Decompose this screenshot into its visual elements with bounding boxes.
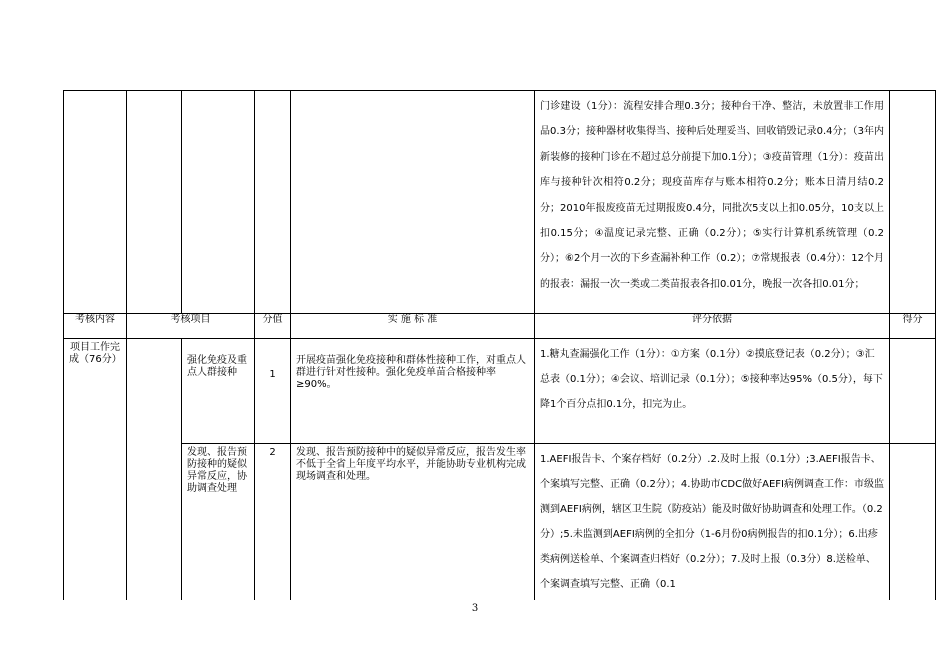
table-cell-empty (291, 91, 535, 314)
row-got (890, 339, 936, 444)
header-basis: 评分依据 (535, 314, 890, 339)
table-cell-empty (64, 91, 127, 314)
row-standard: 发现、报告预防接种中的疑似异常反应，报告发生率不低于全省上年度平均水平，并能协助专业机构完成现场调查和处理。 (291, 444, 535, 601)
page-number: 3 (471, 603, 479, 614)
table-cell-empty (890, 91, 936, 314)
table-cell-empty (127, 91, 182, 314)
row-standard: 开展疫苗强化免疫接种和群体性接种工作，对重点人群进行针对性接种。强化免疫单苗合格接种率≥90%。 (291, 339, 535, 444)
row-basis: 1.糖丸查漏强化工作（1分）：①方案（0.1分）②摸底登记表（0.2分）；③汇总表（0.1分）；④会议、培训记录（0.1分）；⑤接种率达95%（0.5分），每下降1个百分点扣0.1分，扣完为止。 (535, 339, 890, 444)
row-score: 1 (255, 339, 291, 444)
table-cell-empty (182, 91, 255, 314)
row-item: 强化免疫及重点人群接种 (182, 339, 255, 444)
header-content: 考核内容 (64, 314, 127, 339)
header-item: 考核项目 (127, 314, 255, 339)
scoring-basis-continued: 门诊建设（1分）：流程安排合理0.3分；接种台干净、整洁，未放置非工作用品0.3分；接种器材收集得当、接种后处理妥当、回收销毁记录0.4分；（3年内新装修的接种门诊在不超过总分前提下加0.1分）；③疫苗管理（1分）：疫苗出库与接种针次相符0.2分；现疫苗库存与账本相符0.2分；账本日清月结0.2分；2010年报废疫苗无过期报废0.4分，同批次5支以上扣0.05分，10支以上扣0.15分；④温度记录完整、正确（0.2分）；⑤实行计算机系统管理（0.2分）；⑥2个月一次的下乡查漏补种工作（0.2）；⑦常规报表（0.4分）：12个月的报表：漏报一次一类或二类苗报表各扣0.01分，晚报一次各扣0.01分； (535, 91, 890, 314)
row-basis: 1.AEFI报告卡、个案存档好（0.2分）.2.及时上报（0.1分）;3.AEFI报告卡、个案填写完整、正确（0.2分）；4.协助市CDC做好AEFI病例调查工作：市级监测到AEFI病例，辖区卫生院（防疫站）能及时做好协助调查和处理工作。（0.2分）;5.未监测到AEFI病例的全扣分（1-6月份0病例报告的扣0.1分）；6.出疹类病例送检单、个案调查归档好（0.2分）；7.及时上报（0.3分）8.送检单、个案调查填写完整、正确（0.1 (535, 444, 890, 601)
row-item: 发现、报告预防接种的疑似异常反应，协助调查处理 (182, 444, 255, 601)
header-score: 分值 (255, 314, 291, 339)
group-label: 项目工作完成（76分） (64, 339, 127, 601)
table-cell-empty (255, 91, 291, 314)
table-header-row (64, 314, 936, 339)
table-row (64, 444, 936, 601)
header-standard: 实 施 标 准 (291, 314, 535, 339)
assessment-table (63, 90, 936, 600)
table-cell-empty (127, 339, 182, 601)
table-row (64, 339, 936, 444)
row-score: 2 (255, 444, 291, 601)
header-got: 得分 (890, 314, 936, 339)
row-got (890, 444, 936, 601)
table-row-continued (64, 91, 936, 314)
